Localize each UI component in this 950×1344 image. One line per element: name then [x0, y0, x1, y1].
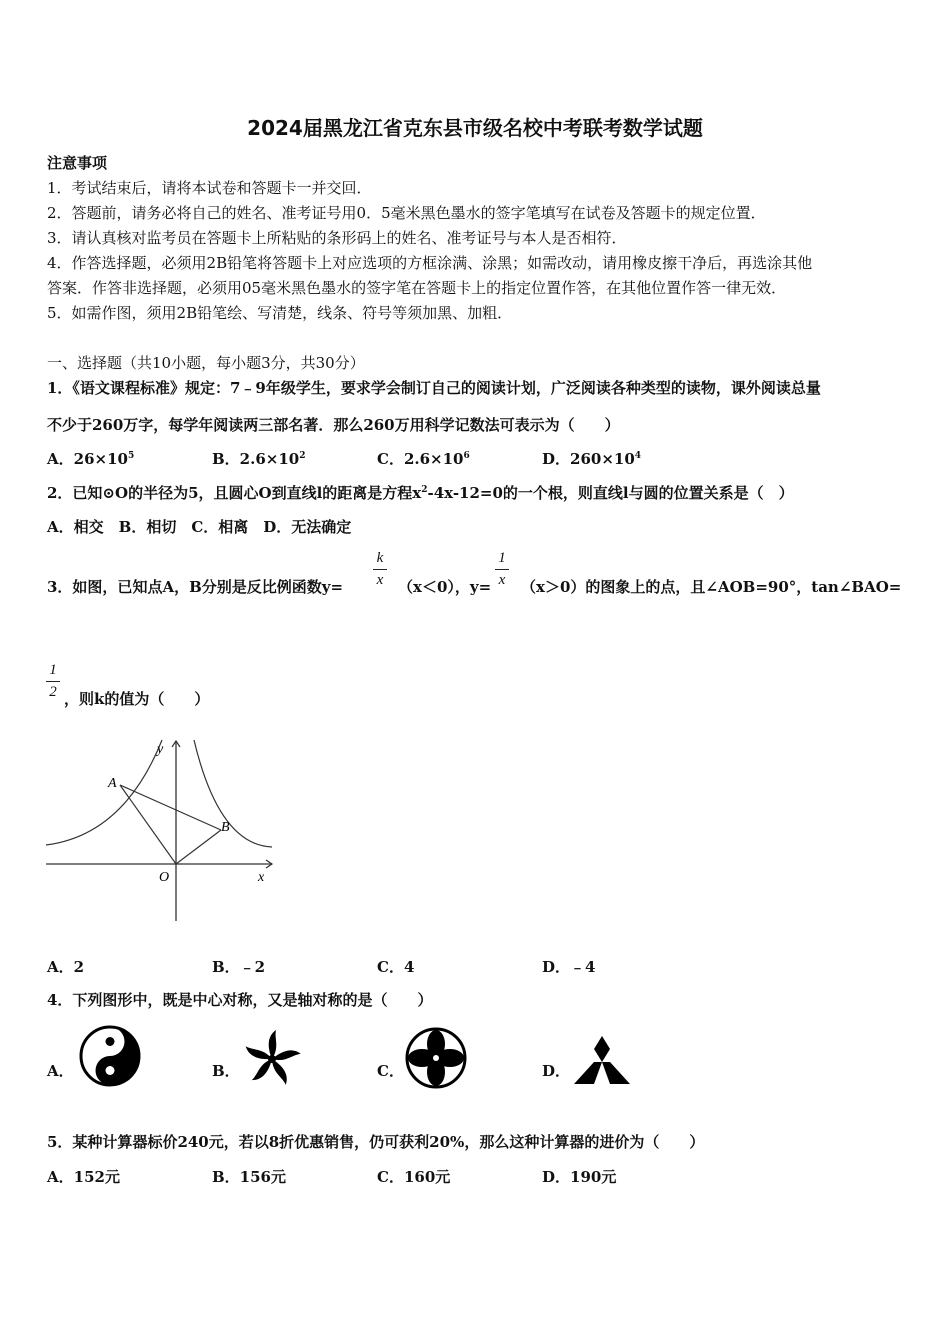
point-b-label: B [221, 820, 230, 835]
origin-label: O [159, 870, 170, 885]
q1-line1: 1．《语文课程标准》规定：7﹣9年级学生，要求学会制订自己的阅读计划，广泛阅读各种类型的读物，课外阅读总量 [47, 379, 821, 397]
notice-item: 答案．作答非选择题，必须用05毫米黑色墨水的签字笔在答题卡上的指定位置作答，在其他位置作答一律无效． [47, 279, 787, 297]
q4-option-b-label: B． [212, 1062, 240, 1080]
q1-option-a: A．$26\times 10^5$ [47, 450, 135, 468]
q3-text-part2: （x＜0），y= [398, 578, 492, 596]
q3-option-c: C．4 [377, 958, 415, 976]
q5-option-b: B．156元 [212, 1168, 286, 1186]
q2-text: 2．已知⊙O的半径为5，且圆心O到直线l的距离是方程$x^2-4x-12=0$的一个根，则直线l与圆的位置关系是（ ） [47, 484, 794, 502]
notice-item: 4．作答选择题，必须用2B铅笔将答题卡上对应选项的方框涂满、涂黑；如需改动，请用橡皮擦干净后，再选涂其他 [47, 254, 813, 272]
q5-text: 5．某种计算器标价240元，若以8折优惠销售，仍可获利20%，那么这种计算器的进价为（ ） [47, 1133, 705, 1151]
q4-option-c-label: C． [377, 1062, 404, 1080]
left-hyperbola-curve [46, 740, 162, 845]
q3-fraction-1-over-x: 1 x [495, 550, 509, 589]
q5-option-a: A．152元 [47, 1168, 120, 1186]
point-a-label: A [108, 776, 117, 791]
q1-option-c: C．$2.6\times 10^6$ [377, 450, 470, 468]
notice-heading: 注意事项 [47, 154, 108, 172]
section-heading: 一、选择题（共10小题，每小题3分，共30分） [47, 354, 365, 372]
q1-line2: 不少于260万字，每学年阅读两三部名著．那么260万用科学记数法可表示为（ ） [47, 416, 620, 434]
q4-option-d-label: D． [542, 1062, 571, 1080]
q3-text-part1: 3．如图，已知点A，B分别是反比例函数y= [47, 578, 344, 596]
notice-item: 5．如需作图，须用2B铅笔绘、写清楚，线条、符号等须加黑、加粗． [47, 304, 513, 322]
q5-option-d: D．190元 [542, 1168, 617, 1186]
notice-item: 1．考试结束后，请将本试卷和答题卡一并交回． [47, 179, 372, 197]
q5-option-c: C．160元 [377, 1168, 451, 1186]
q3-figure [44, 735, 276, 925]
q4-option-a-label: A． [47, 1062, 74, 1080]
pinwheel-icon [240, 1028, 304, 1090]
q3-text-part4: ，则k的值为（ ） [64, 690, 210, 708]
circle-four-leaf-icon [404, 1026, 468, 1090]
q3-text-part3: （x＞0）的图象上的点，且∠AOB=90°，tan∠BAO= [521, 578, 902, 596]
q3-option-a: A．2 [47, 958, 85, 976]
q3-fraction-k-over-x: k x [373, 550, 387, 589]
q3-option-d: D．﹣4 [542, 958, 596, 976]
q3-option-b: B．﹣2 [212, 958, 266, 976]
right-hyperbola-curve [194, 740, 272, 847]
x-label: x [258, 870, 265, 885]
q1-option-b: B．$2.6\times 10^2$ [212, 450, 306, 468]
q3-fraction-1-over-2: 1 2 [46, 662, 60, 701]
y-label: y [157, 742, 164, 757]
q1-option-d: D．$260\times 10^4$ [542, 450, 642, 468]
q4-text: 4．下列图形中，既是中心对称，又是轴对称的是（ ） [47, 991, 433, 1009]
page-title: 2024届黑龙江省克东县市级名校中考联考数学试题 [247, 116, 703, 140]
three-diamond-icon [570, 1034, 634, 1086]
yin-yang-icon [78, 1024, 142, 1088]
q2-options: A．相交 B．相切 C．相离 D．无法确定 [47, 518, 352, 536]
notice-item: 3．请认真核对监考员在答题卡上所粘贴的条形码上的姓名、准考证号与本人是否相符． [47, 229, 627, 247]
notice-item: 2．答题前，请务必将自己的姓名、准考证号用0．5毫米黑色墨水的签字笔填写在试卷及答题卡的规定位置． [47, 204, 766, 222]
